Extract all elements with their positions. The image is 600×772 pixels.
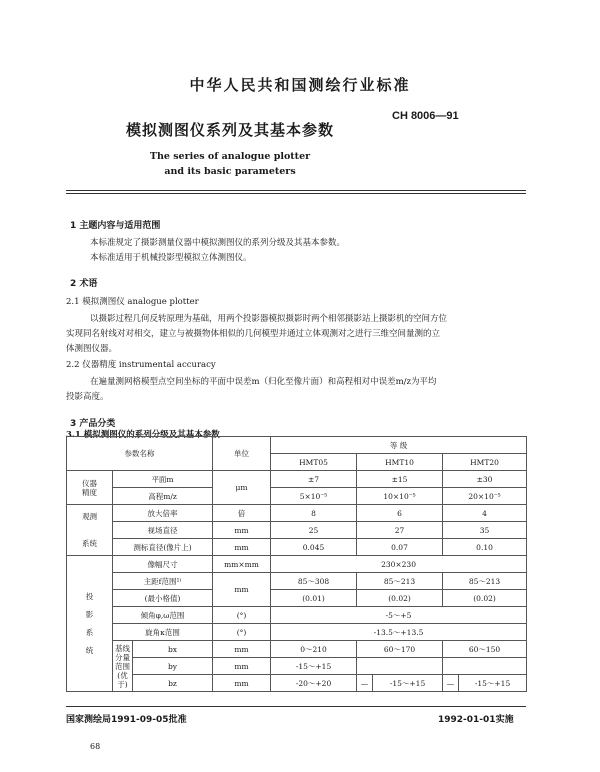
cell: ±15 [357,471,443,488]
row-field: 视场直径 [113,522,213,539]
cell: (0.01) [271,590,357,607]
unit-plane: μm [213,471,271,505]
cell: mm×mm [213,556,271,573]
section-1-heading: 1 主题内容与适用范围 [70,221,161,231]
standard-code: CH 8006—91 [392,110,459,122]
cell: mm [213,658,271,675]
cell: mm [213,539,271,556]
cell: 0.07 [357,539,443,556]
grade-hmt05: HMT05 [271,454,357,471]
cell: mm [213,675,271,692]
cell: 6 [357,505,443,522]
row-baseline: 基线分量范围 (优于) [113,641,133,692]
cell: 27 [357,522,443,539]
top-rule-thick [66,190,526,191]
row-height: 高程m/z [113,488,213,505]
section-3-1-heading: 3.1 模拟测图仪的系列分级及其基本参数 [66,430,220,440]
implementation-date: 1992-01-01实施 [438,715,514,725]
term-2-1-body-line-1: 以摄影过程几何反转原理为基础，用两个投影器模拟摄影时两个相邻摄影站上摄影机的空间方位 [90,314,448,324]
cell: ±7 [271,471,357,488]
cell: -15～+15 [459,675,527,692]
section-2-heading: 2 术语 [70,279,98,289]
cell: 25 [271,522,357,539]
cell: — [357,675,373,692]
term-2-2-body-line-1: 在遍量测网格模型点空间坐标的平面中误差m（归化至像片面）和高程相对中误差m/z为平均 [90,377,437,387]
cell: 0.045 [271,539,357,556]
section-3-heading: 3 产品分类 [70,419,116,429]
cell: -5～+5 [271,607,527,624]
cell: -15～+15 [271,658,357,675]
cell: (°) [213,607,271,624]
english-title-line-1: The series of analogue plotter [149,151,311,162]
category-projection: 投 影 系 统 [67,556,113,692]
cell: 85～213 [443,573,527,590]
cell: by [133,658,213,675]
cell: 230×230 [271,556,527,573]
cell: mm [213,641,271,658]
cell: mm [213,522,271,539]
col-header-unit: 单位 [213,437,271,471]
row-plane: 平面m [113,471,213,488]
cell [443,658,527,675]
category-accuracy: 仪器 精度 [67,471,113,505]
parameter-table [66,436,527,692]
term-2-1-body-line-2: 实现同名射线对对相交，建立与被摄物体相似的几何模型并通过立体观测对之进行三维空间量测的立 [66,329,441,339]
cell: 0～210 [271,641,357,658]
cell: 4 [443,505,527,522]
cell: ±30 [443,471,527,488]
cell: -15～+15 [373,675,443,692]
row-image-size: 像幅尺寸 [113,556,213,573]
cell: 60～150 [443,641,527,658]
cell: (0.02) [443,590,527,607]
top-rule-thin [66,193,526,194]
col-header-param: 参数名称 [67,437,213,471]
row-tilt: 倾角φ,ω范围 [113,607,213,624]
cell: — [443,675,459,692]
cell: 35 [443,522,527,539]
term-2-2-body-line-2: 投影高度。 [66,392,109,402]
term-2-1-body-line-3: 体测图仪器。 [66,344,118,354]
cell: 0.10 [443,539,527,556]
row-focal-min: (最小格值) [113,590,213,607]
section-1-para-1: 本标准规定了摄影测量仪器中模拟测图仪的系列分级及其基本参数。 [90,238,346,248]
cell: (0.02) [357,590,443,607]
row-mark: 测标直径(像片上) [113,539,213,556]
grade-hmt10: HMT10 [357,454,443,471]
approval-date: 国家测绘局1991-09-05批准 [66,715,187,725]
term-2-2-heading: 2.2 仪器精度 instrumental accuracy [66,360,216,370]
row-focal: 主距f范围¹⁾ [113,573,213,590]
cell: 8 [271,505,357,522]
cell: 20×10⁻⁵ [443,488,527,505]
cell: -20～+20 [271,675,357,692]
cell: (°) [213,624,271,641]
cell: 60～170 [357,641,443,658]
row-magnification: 放大倍率 [113,505,213,522]
cell [357,658,443,675]
cell: 10×10⁻⁵ [357,488,443,505]
cell: 5×10⁻⁵ [271,488,357,505]
page-title: 模拟测图仪系列及其基本参数 [125,121,334,139]
cell: -13.5～+13.5 [271,624,527,641]
bottom-rule [66,706,526,707]
cell: 倍 [213,505,271,522]
cell: mm [213,573,271,607]
row-kappa: 旋角κ范围 [113,624,213,641]
grade-hmt20: HMT20 [443,454,527,471]
cell: 85～213 [357,573,443,590]
cell: 85～308 [271,573,357,590]
term-2-1-heading: 2.1 模拟测图仪 analogue plotter [66,297,199,307]
page-number: 68 [90,742,101,751]
standard-header: 中华人民共和国测绘行业标准 [189,76,411,94]
category-viewing: 观测 系统 [67,505,113,556]
section-1-para-2: 本标准适用于机械投影型模拟立体测图仪。 [90,253,252,263]
english-title-line-2: and its basic parameters [164,166,296,177]
col-header-grade: 等 级 [271,437,527,454]
cell: bx [133,641,213,658]
cell: bz [133,675,213,692]
